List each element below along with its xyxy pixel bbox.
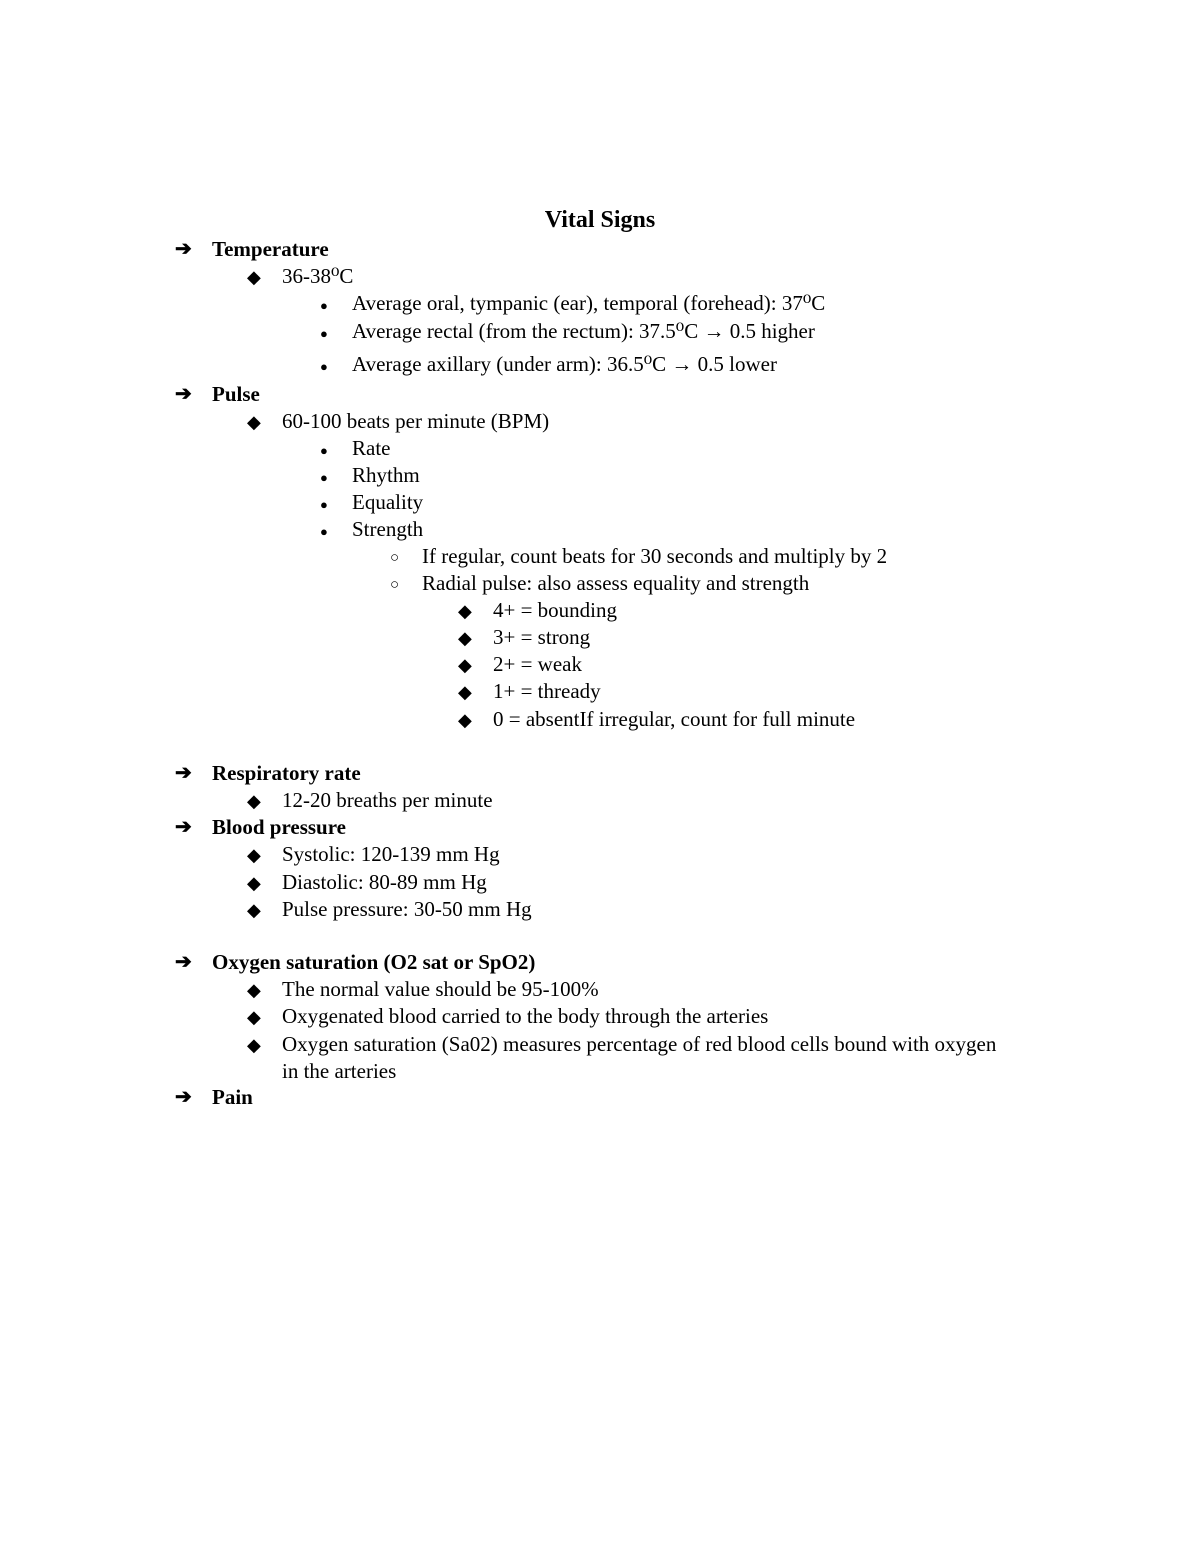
pulse-range: 60-100 beats per minute (BPM) xyxy=(282,409,550,433)
arrow-bullet-icon: ➔ xyxy=(175,1086,192,1108)
diamond-bullet-icon: ◆ xyxy=(247,980,261,1000)
page-title: Vital Signs xyxy=(544,207,656,233)
arrow-bullet-icon: ➔ xyxy=(175,238,192,260)
list-item-text: Average oral, tympanic (ear), temporal (forehead): 37⁰C xyxy=(352,291,826,315)
list-item-text: 1+ = thready xyxy=(493,679,601,703)
section-heading: Respiratory rate xyxy=(212,761,361,785)
arrow-bullet-icon: ➔ xyxy=(175,762,192,784)
diamond-bullet-icon: ◆ xyxy=(247,873,261,893)
list-item-text: Rhythm xyxy=(352,463,420,487)
list-item-text: Average rectal (from the rectum): 37.5⁰C → 0.5 higher xyxy=(352,319,815,343)
arrow-bullet-icon: ➔ xyxy=(175,383,192,405)
diamond-bullet-icon: ◆ xyxy=(458,655,472,675)
diamond-bullet-icon: ◆ xyxy=(247,1007,261,1027)
list-item-text: Diastolic: 80-89 mm Hg xyxy=(282,870,487,894)
circle-bullet-icon: ○ xyxy=(390,550,400,566)
dot-bullet-icon: ● xyxy=(320,326,328,341)
diamond-bullet-icon: ◆ xyxy=(458,601,472,621)
diamond-bullet-icon: ◆ xyxy=(247,900,261,920)
list-item-text: 0 = absentIf irregular, count for full minute xyxy=(493,707,856,731)
dot-bullet-icon: ● xyxy=(320,359,328,374)
list-item-text: Oxygen saturation (Sa02) measures percentage of red blood cells bound with oxygen in the arteries xyxy=(282,1032,997,1083)
diamond-bullet-icon: ◆ xyxy=(458,682,472,702)
section-heading: Oxygen saturation (O2 sat or SpO2) xyxy=(212,950,536,974)
list-item-text: Oxygenated blood carried to the body through the arteries xyxy=(282,1004,769,1028)
arrow-bullet-icon: ➔ xyxy=(175,951,192,973)
list-item-text: Pulse pressure: 30-50 mm Hg xyxy=(282,897,532,921)
list-item-text: The normal value should be 95-100% xyxy=(282,977,599,1001)
dot-bullet-icon: ● xyxy=(320,298,328,313)
diamond-bullet-icon: ◆ xyxy=(458,710,472,730)
list-item-text: Strength xyxy=(352,517,424,541)
temperature-range: 36-38⁰C xyxy=(282,264,354,288)
arrow-bullet-icon: ➔ xyxy=(175,816,192,838)
list-item-text: 4+ = bounding xyxy=(493,598,618,622)
list-item-text: 2+ = weak xyxy=(493,652,582,676)
diamond-bullet-icon: ◆ xyxy=(247,1035,261,1055)
section-heading: Pain xyxy=(212,1085,253,1109)
list-item-text: Radial pulse: also assess equality and strength xyxy=(422,571,810,595)
list-item-text: Systolic: 120-139 mm Hg xyxy=(282,842,500,866)
list-item-text: 3+ = strong xyxy=(493,625,591,649)
diamond-bullet-icon: ◆ xyxy=(458,628,472,648)
list-item-text: Average axillary (under arm): 36.5⁰C → 0.5 lower xyxy=(352,352,777,376)
diamond-bullet-icon: ◆ xyxy=(247,412,261,432)
dot-bullet-icon: ● xyxy=(320,443,328,458)
diamond-bullet-icon: ◆ xyxy=(247,791,261,811)
section-heading: Pulse xyxy=(212,382,260,406)
circle-bullet-icon: ○ xyxy=(390,577,400,593)
section-heading: Temperature xyxy=(212,237,329,261)
diamond-bullet-icon: ◆ xyxy=(247,267,261,287)
list-item-text: If regular, count beats for 30 seconds and multiply by 2 xyxy=(422,544,888,568)
dot-bullet-icon: ● xyxy=(320,497,328,512)
dot-bullet-icon: ● xyxy=(320,524,328,539)
dot-bullet-icon: ● xyxy=(320,470,328,485)
list-item-text: Rate xyxy=(352,436,391,460)
section-heading: Blood pressure xyxy=(212,815,346,839)
list-item-text: 12-20 breaths per minute xyxy=(282,788,493,812)
list-item-text: Equality xyxy=(352,490,424,514)
diamond-bullet-icon: ◆ xyxy=(247,845,261,865)
